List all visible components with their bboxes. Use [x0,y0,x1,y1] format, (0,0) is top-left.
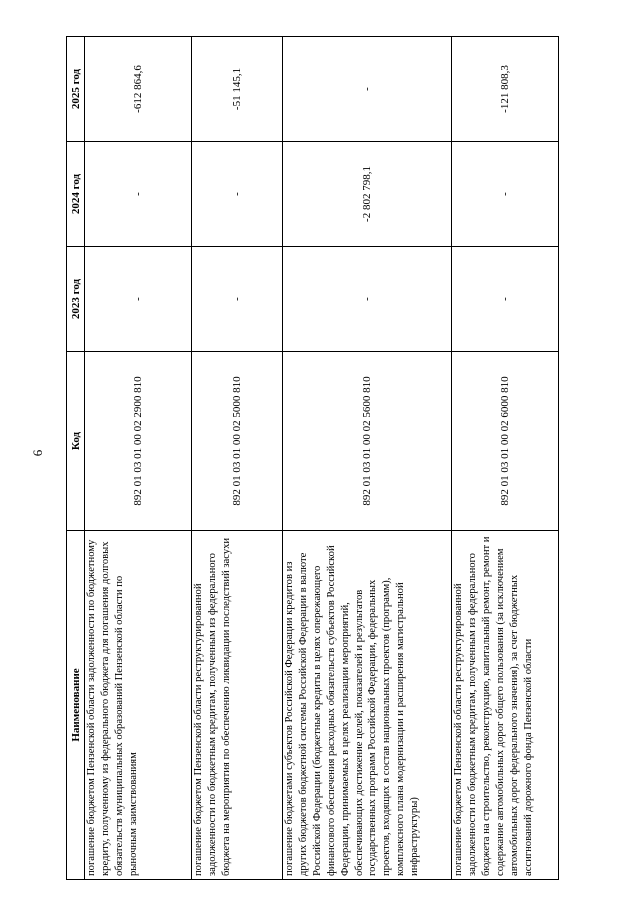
header-code: Код [67,352,85,531]
row-value-2025: -51 145,1 [192,37,283,142]
page-number: 6 [30,449,45,457]
table-row [452,37,559,880]
row-value-2023: - [452,247,559,352]
table-header-row [67,37,85,880]
header-2025: 2025 год [67,37,85,142]
header-2024: 2024 год [67,142,85,247]
table-row [85,37,192,880]
row-value-2024: - [85,142,192,247]
budget-table [66,36,559,880]
header-name: Наименование [67,531,85,880]
row-value-2025: -612 864,6 [85,37,192,142]
row-code: 892 01 03 01 00 02 5600 810 [283,352,452,531]
row-value-2023: - [85,247,192,352]
row-value-2023: - [192,247,283,352]
header-2023: 2023 год [67,247,85,352]
row-name: погашение бюджетом Пензенской области реструктурированной задолженности по бюджетным кредитам, полученным из федерального бюджета на строительство, реконструкцию, капитальный ремонт, ремонт и содержание автомобильных дорог общего пользования (за исключением автомобильных дорог федерального значения), за счет бюджетных ассигнований дорожного фонда Пензенской области [452,531,559,880]
row-value-2024: - [452,142,559,247]
rotated-table-container [66,37,550,880]
row-value-2025: - [283,37,452,142]
row-code: 892 01 03 01 00 02 2900 810 [85,352,192,531]
row-value-2023: - [283,247,452,352]
row-name: погашение бюджетом Пензенской области реструктурированной задолженности по бюджетным кредитам, полученным из федерального бюджета на мероприятия по обеспечению ликвидации последствий засухи [192,531,283,880]
row-name: погашение бюджетом Пензенской области задолженности по бюджетному кредиту, полученному из федерального бюджета для погашения долговых обязательств муниципальных образований Пензенской области по рыночным заимствованиям [85,531,192,880]
table-row [283,37,452,880]
row-value-2024: - [192,142,283,247]
row-code: 892 01 03 01 00 02 6000 810 [452,352,559,531]
table-row [192,37,283,880]
row-value-2024: -2 802 798,1 [283,142,452,247]
row-code: 892 01 03 01 00 02 5000 810 [192,352,283,531]
row-value-2025: -121 808,3 [452,37,559,142]
row-name: погашение бюджетами субъектов Российской Федерации кредитов из других бюджетов бюджетной системы Российской Федерации в валюте Российской Федерации (бюджетные кредиты в целях опережающего финансового обеспечения расходных обязательств субъектов Российской Федерации, принимаемых в целях реализации мероприятий, обеспечивающих достижение целей, показателей и результатов государственных программ Российской Федерации, федеральных проектов, входящих в состав национальных проектов (программ), комплексного плана модернизации и расширения магистральной инфраструктуры) [283,531,452,880]
